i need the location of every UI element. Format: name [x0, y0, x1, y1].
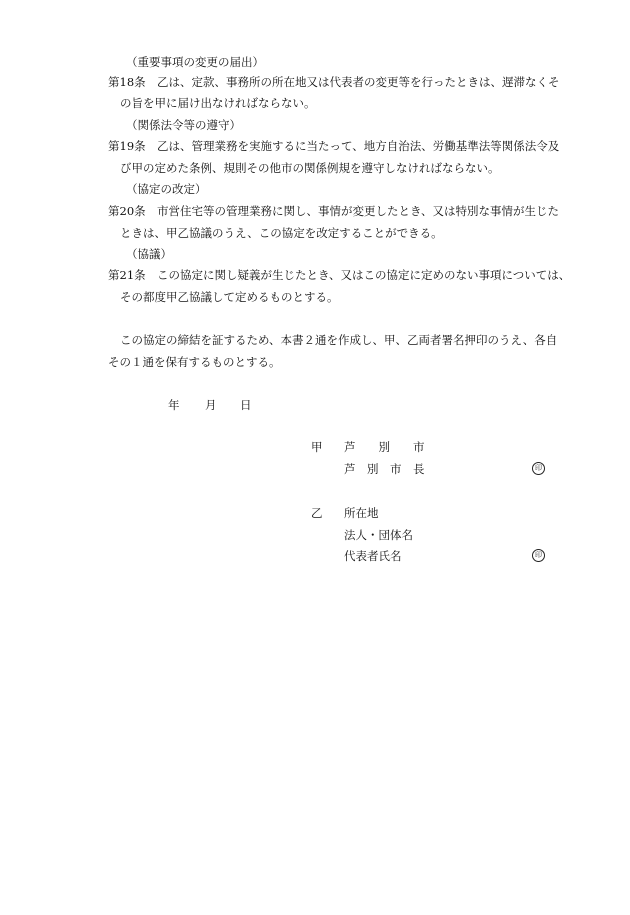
closing-text-line2: その１通を保有するものとする。	[108, 355, 281, 369]
article-18-text-line2: の旨を甲に届け出なければならない。	[120, 96, 316, 110]
article-19-text-line1: 乙は、管理業務を実施するに当たって、地方自治法、労働基準法等関係法令及	[157, 139, 560, 153]
article-18-heading: （重要事項の変更の届出）	[126, 55, 264, 69]
party-a-city: 芦 別 市	[344, 440, 425, 454]
date-year: 年	[168, 398, 180, 412]
party-a-mayor: 芦 別 市 長	[344, 462, 425, 476]
article-20-text-line2: ときは、甲乙協議のうえ、この協定を改定することができる。	[120, 226, 443, 240]
party-a-seal-mark: 印	[532, 462, 545, 475]
party-b-rep-label: 代表者氏名	[344, 549, 402, 563]
article-21-heading: （協議）	[126, 247, 172, 261]
date-day: 日	[240, 398, 252, 412]
article-21-text-line1: この協定に関し疑義が生じたとき、又はこの協定に定めのない事項については、	[157, 268, 571, 282]
article-20-number: 第20条	[108, 204, 146, 218]
closing-text-line1: この協定の締結を証するため、本書２通を作成し、甲、乙両者署名押印のうえ、各自	[120, 333, 558, 347]
party-b-seal-mark: 印	[532, 549, 545, 562]
date-month: 月	[205, 398, 217, 412]
article-19-heading: （関係法令等の遵守）	[126, 118, 241, 132]
article-19-text-line2: び甲の定めた条例、規則その他市の関係例規を遵守しなければならない。	[120, 161, 500, 175]
party-b-address-label: 所在地	[344, 506, 379, 520]
party-b-label: 乙	[311, 506, 323, 520]
article-18-number: 第18条	[108, 75, 146, 89]
article-20-text-line1: 市営住宅等の管理業務に関し、事情が変更したとき、又は特別な事情が生じた	[157, 204, 560, 218]
article-19-number: 第19条	[108, 139, 146, 153]
party-b-org-label: 法人・団体名	[344, 528, 413, 542]
party-a-label: 甲	[311, 440, 323, 454]
article-21-text-line2: その都度甲乙協議して定めるものとする。	[120, 290, 339, 304]
article-20-heading: （協定の改定）	[126, 182, 207, 196]
article-18-text-line1: 乙は、定款、事務所の所在地又は代表者の変更等を行ったときは、遅滞なくそ	[157, 75, 560, 89]
article-21-number: 第21条	[108, 268, 146, 282]
